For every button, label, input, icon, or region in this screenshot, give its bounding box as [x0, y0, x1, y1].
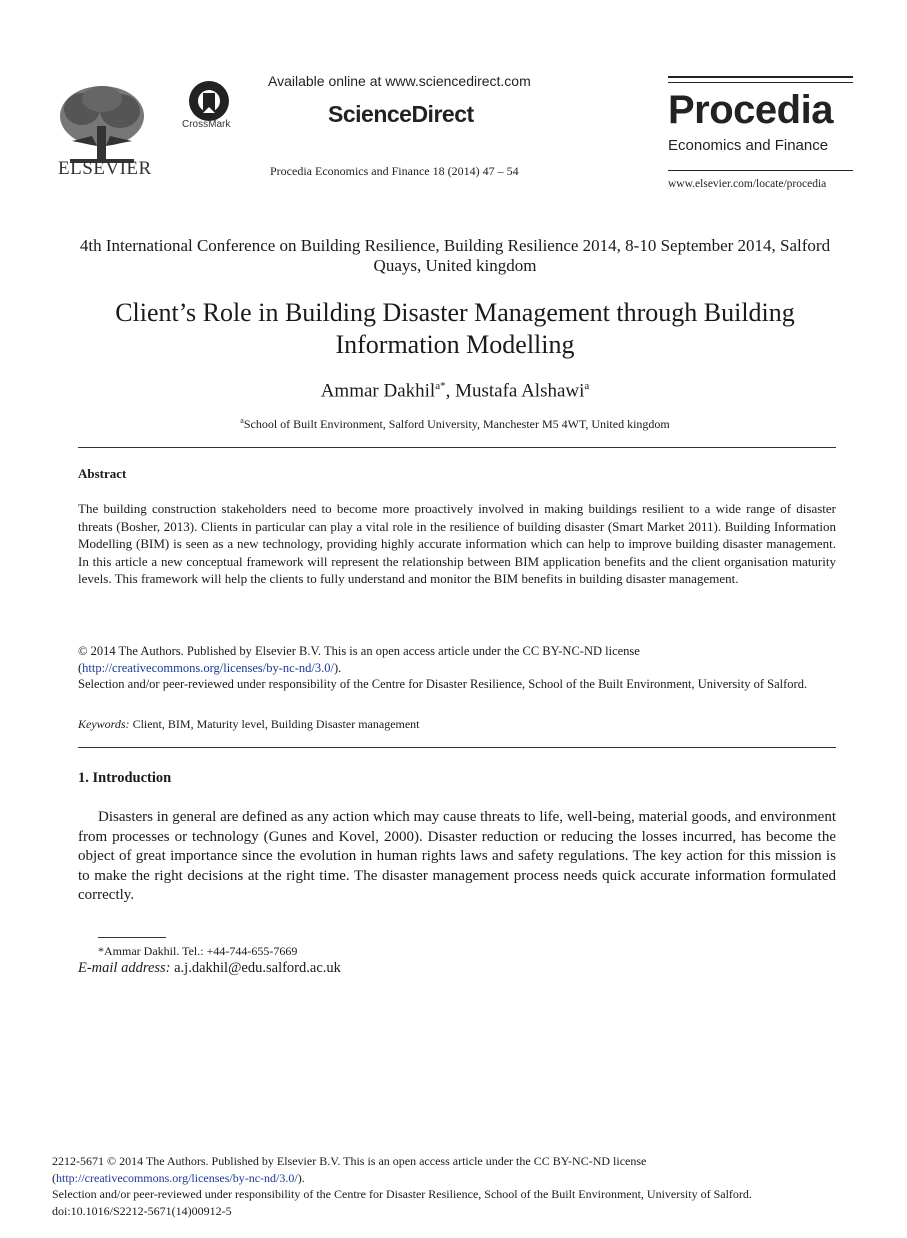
email-address[interactable]: a.j.dakhil@edu.salford.ac.uk [174, 960, 341, 976]
author-separator: , [445, 380, 456, 402]
keywords-label: Keywords: [78, 717, 130, 731]
affiliation-mark: a [240, 416, 244, 425]
paren: ). [297, 1170, 305, 1185]
author-name: Mustafa Alshawi [455, 380, 585, 402]
affiliation [60, 416, 850, 432]
keywords [78, 717, 836, 732]
available-online-text: Available online at www.sciencedirect.com [268, 73, 531, 89]
conference-name: 4th International Conference on Building Resilience, Building Resilience 2014, 8-10 September 2014, Salford Quays, United kingdom [79, 236, 831, 275]
journal-url-link[interactable]: www.elsevier.com/locate/procedia [668, 178, 827, 190]
copyright-notice [78, 643, 836, 693]
license-link[interactable]: http://creativecommons.org/licenses/by-nc-nd/3.0/ [82, 660, 334, 675]
paren: ( [52, 1170, 56, 1185]
doi[interactable]: doi:10.1016/S2212-5671(14)00912-5 [52, 1203, 232, 1218]
footer-peer-review-line: Selection and/or peer-reviewed under responsibility of the Centre for Disaster Resilience, School of the Built Environment, University of Salford. [52, 1187, 752, 1201]
issn-copyright-line: 2212-5671 © 2014 The Authors. Published by Elsevier B.V. This is an open access article under the CC BY-NC-ND license [52, 1154, 647, 1168]
section-divider [78, 447, 836, 448]
paren: ). [333, 660, 342, 675]
author-name: Ammar Dakhil [320, 380, 436, 402]
footer-license-line [52, 1170, 852, 1187]
author-affiliation-mark: a [584, 380, 590, 392]
author-list [60, 380, 850, 402]
footnote-rule [98, 937, 166, 938]
crossmark-label: CrossMark [182, 119, 231, 130]
procedia-top-rule [668, 76, 853, 78]
keywords-values: Client, BIM, Maturity level, Building Disaster management [132, 717, 420, 731]
page-footer [52, 1153, 852, 1219]
license-line [78, 660, 836, 677]
section-divider [78, 747, 836, 748]
author-affiliation-mark: a* [435, 380, 446, 392]
paren: ( [78, 660, 83, 675]
paper-title: Client’s Role in Building Disaster Management through Building Information Modelling [115, 298, 795, 359]
sciencedirect-logo[interactable]: ScienceDirect [328, 101, 474, 127]
journal-logo-title: Procedia [668, 88, 833, 132]
peer-review-line: Selection and/or peer-reviewed under responsibility of the Centre for Disaster Resilience, School of the Built Environment, University of Salford. [78, 677, 808, 691]
email-label: E-mail address: [78, 960, 171, 976]
footer-license-link[interactable]: http://creativecommons.org/licenses/by-nc-nd/3.0/ [56, 1170, 298, 1185]
journal-logo-subtitle: Economics and Finance [668, 137, 829, 154]
affiliation-text: School of Built Environment, Salford University, Manchester M5 4WT, United kingdom [243, 417, 670, 431]
journal-citation: Procedia Economics and Finance 18 (2014) 47 – 54 [270, 164, 519, 178]
abstract-heading: Abstract [78, 466, 127, 481]
email-note [78, 960, 341, 977]
abstract-body: The building construction stakeholders need to become more proactively involved in making buildings resilient to a wide range of disaster threats (Bosher, 2013). Clients in particular can play a vital role in the resilience of building disaster (Smart Market 2011). Building Information Modelling (BIM) is seen as a new technology, providing highly accurate information which can help to improve building disaster management. In this article a new conceptual framework will represent the relationship between BIM application benefits and the client organisation maturity levels. This framework will help the clients to fully understand and monitor the BIM benefits in building disaster management. [78, 501, 836, 586]
introduction-heading: 1. Introduction [78, 770, 172, 786]
procedia-bottom-rule [668, 170, 853, 171]
corresponding-author-note: *Ammar Dakhil. Tel.: +44-744-655-7669 [98, 944, 298, 958]
introduction-paragraph: Disasters in general are defined as any action which may cause threats to life, well-being, material goods, and environment from processes or technology (Gunes and Kovel, 2000). Disaster reduction or reducing the losses incurred, has become the object of great importance since the evolution in human rights laws and safety regulations. The key action for this mission is to make the right decisions at the right time. The disaster management process needs quick accurate information formulated correctly. [78, 809, 836, 903]
procedia-top-rule-thin [668, 82, 853, 83]
copyright-line: © 2014 The Authors. Published by Elsevier B.V. This is an open access article under the CC BY-NC-ND license [78, 644, 640, 658]
elsevier-wordmark: ELSEVIER [58, 158, 152, 179]
